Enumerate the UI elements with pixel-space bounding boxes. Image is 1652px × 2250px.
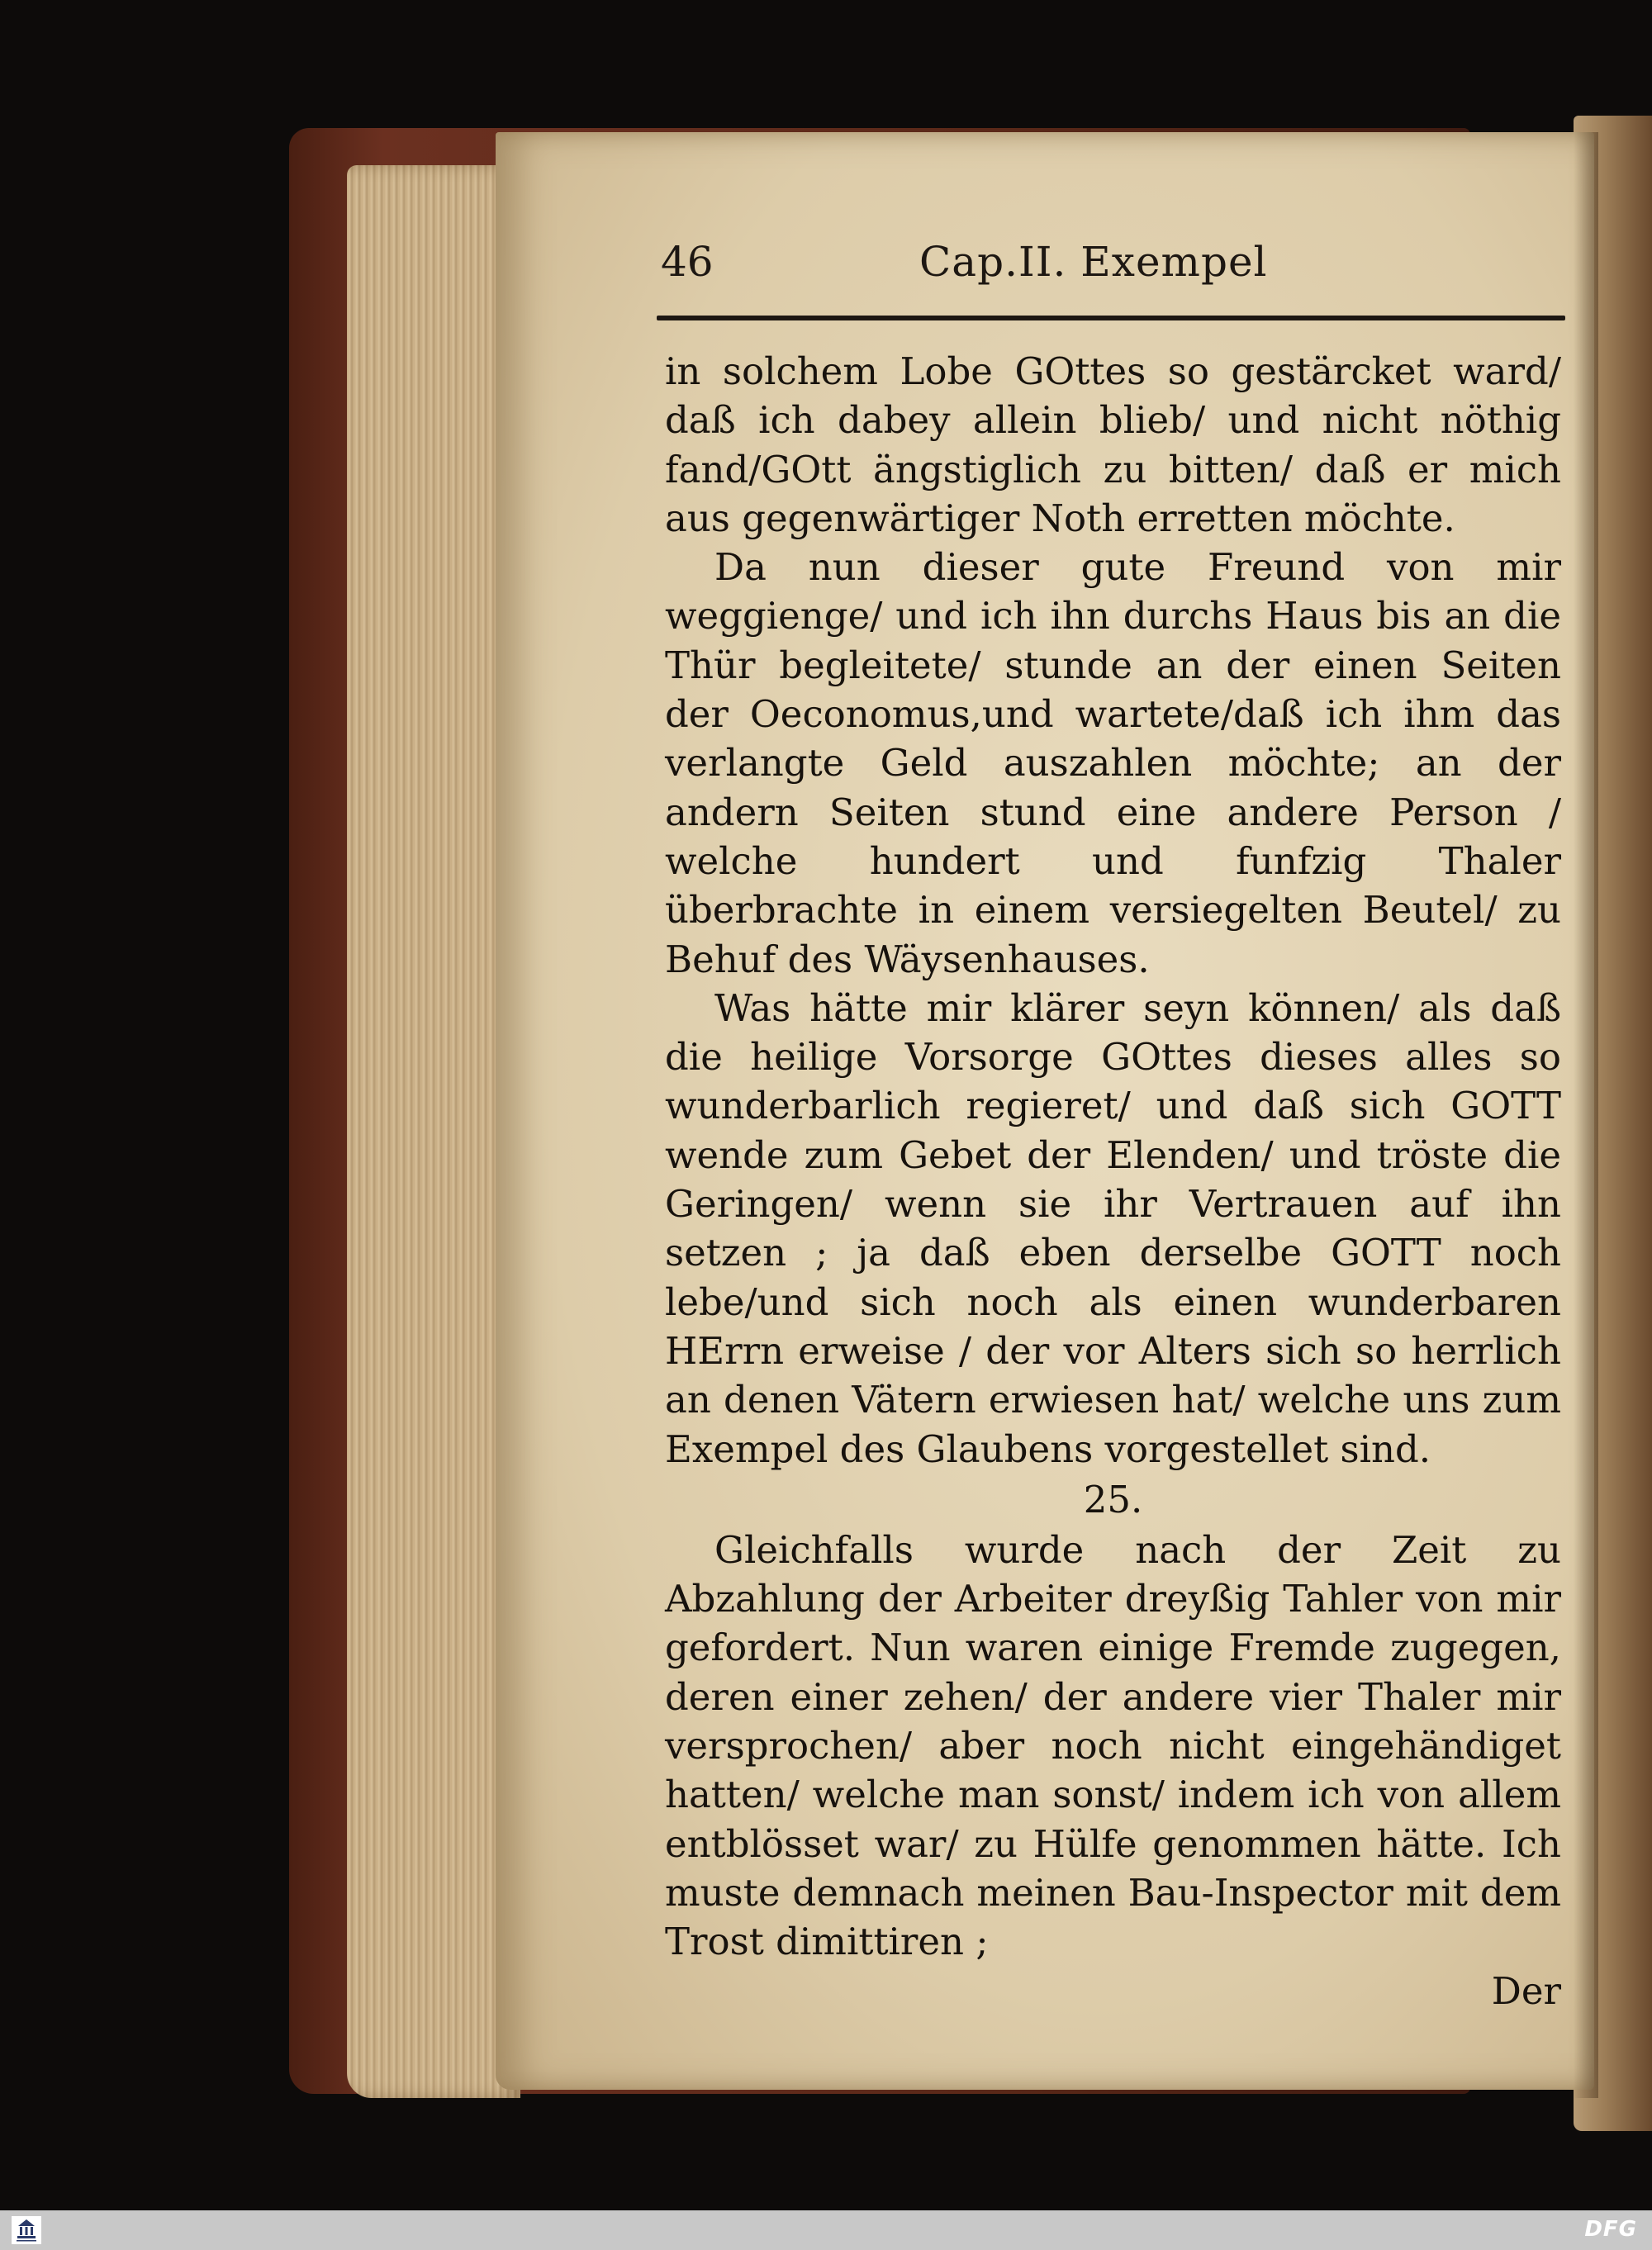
page-body (665, 347, 1561, 2015)
viewer-footer-bar (0, 2210, 1652, 2250)
paragraph-3: Was hätte mir klärer seyn können/ als daß die heilige Vorsorge GOttes dieses alles so wunderbarlich regieret/ und daß sich GOTT wende zum Gebet der Elenden/ und tröste die Geringen/ wenn sie ihr Vertrauen auf ihn setzen ; ja daß eben derselbe GOTT noch lebe/und sich noch als einen wunderbaren HErrn erweise / der vor Alters sich so herrlich an denen Vätern erwiesen hat/ welche uns zum Exempel des Glaubens vorgestellet sind. (665, 985, 1561, 1471)
page-gutter (1574, 132, 1598, 2098)
dfg-logo: DFG (1584, 2217, 1637, 2242)
running-head: Cap.II. Exempel (919, 238, 1268, 286)
page-fore-edge (347, 165, 520, 2098)
paragraph-2: Da nun dieser gute Freund von mir weggienge/ und ich ihn durchs Haus bis an die Thür begleitete/ stunde an der einen Seiten der Oeconomus,und wartete/daß ich ihm das verlangte Geld auszahlen möchte; an der andern Seiten stund eine andere Person / welche hundert und funfzig Thaler überbrachte in einem versiegelten Beutel/ zu Behuf des Wäysenhauses. (665, 545, 1561, 981)
paragraph-4: Gleichfalls wurde nach der Zeit zu Abzahlung der Arbeiter dreyßig Tahler von mir gefordert. Nun waren einige Fremde zugegen, deren einer zehen/ der andere vier Thaler mir versprochen/ aber noch nicht eingehändiget hatten/ welche man sonst/ indem ich von allem entblösset war/ zu Hülfe genommen hätte. Ich muste demnach meinen Bau-Inspector mit dem Trost dimittiren ; (665, 1527, 1561, 1964)
catchword: Der (1491, 1968, 1561, 2013)
library-logo-icon (12, 2216, 41, 2244)
paragraph-1: in solchem Lobe GOttes so gestärcket ward/ daß ich dabey allein blieb/ und nicht nöthig fand/GOtt ängstiglich zu bitten/ daß er mich aus gegenwärtiger Noth erretten möchte. (665, 349, 1561, 540)
section-number: 25. (1083, 1477, 1143, 1521)
page-number: 46 (661, 238, 714, 286)
header-rule (657, 316, 1565, 320)
